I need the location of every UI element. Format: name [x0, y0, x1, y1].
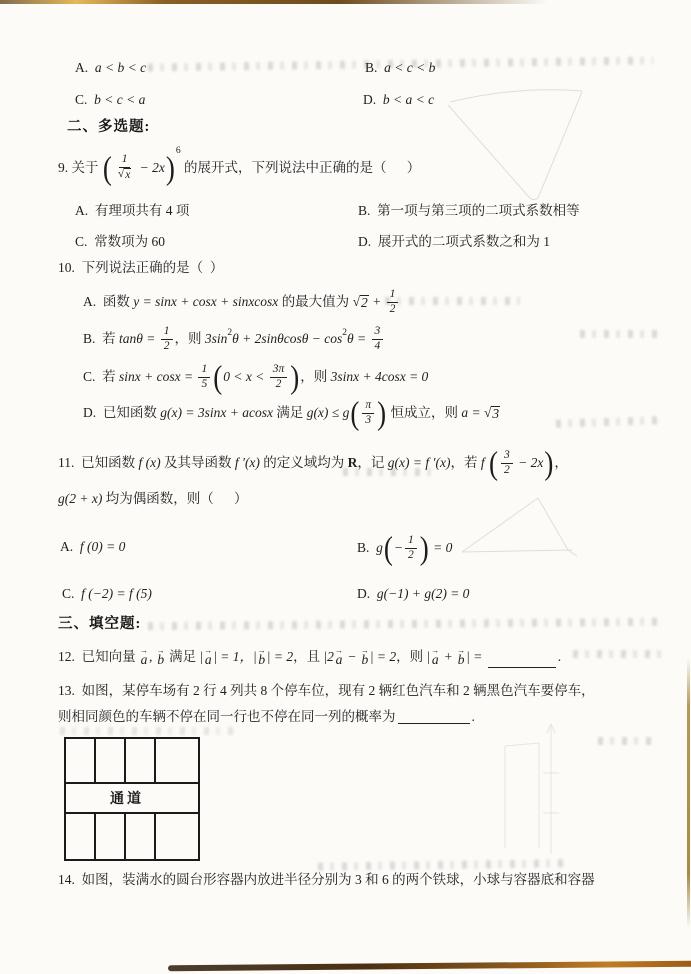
bleed-through-smudge: [385, 297, 520, 305]
question-9-option-a: A. 有理项共有 4 项: [75, 203, 190, 219]
question-11-option-d: D. g(−1) + g(2) = 0: [357, 586, 470, 602]
question-11-option-a: A. f (0) = 0: [60, 539, 126, 555]
question-9-option-d: D. 展开式的二项式系数之和为 1: [358, 234, 550, 250]
bleed-through-smudge: [556, 416, 658, 428]
question-8-option-d: D. b < a < c: [363, 92, 435, 108]
scan-top-edge: [0, 0, 548, 4]
question-12-stem: 12. 已知向量 → a , → b 满足 | → a | = 1，| → b | = 2 ，且 |2 → a − → b | = 2 ，则 | → a + → b | = .: [58, 645, 562, 667]
bleed-through-smudge: [580, 330, 660, 338]
ghost-funnel-figure: [440, 78, 600, 213]
question-10-option-b: B. 若 tanθ = $\frac{1}{2}$ ，则 3sin 2 θ + 2sinθcosθ − cos 2 θ = $\frac{3}{4}$: [83, 321, 385, 357]
question-11-option-c: C. f (−2) = f (5): [62, 586, 152, 602]
bleed-through-smudge: [573, 650, 661, 658]
parking-cell: [96, 814, 126, 859]
parking-row-bottom: [66, 814, 198, 859]
scan-right-edge: [687, 658, 690, 928]
parking-aisle: [66, 784, 198, 814]
aisle-label: 通道: [110, 792, 144, 807]
parking-row-top: [66, 739, 198, 784]
question-10-stem: 10. 下列说法正确的是（ ）: [58, 260, 224, 276]
parking-lot-figure: [64, 737, 200, 861]
question-8-option-c: C. b < c < a: [75, 92, 146, 108]
question-11-option-b: B. g ( − $\frac{1}{2}$ ) = 0: [357, 529, 453, 566]
bleed-through-smudge: [60, 727, 240, 735]
parking-cell: [96, 739, 126, 782]
question-14-stem: 14. 如图，装满水的圆台形容器内放进半径分别为 3 和 6 的两个铁球，小球与容器底和容器: [58, 872, 595, 888]
question-9-stem: 9. 关于 ( 1 √ x − 2x ) 6 的展开式，下列说法中正确的是（ ）: [58, 146, 421, 186]
question-9-option-b: B. 第一项与第三项的二项式系数相等: [358, 203, 580, 219]
section-header-fill-in-blank: 三、填空题:: [58, 615, 142, 632]
parking-cell: [66, 814, 96, 859]
question-9-option-c: C. 常数项为 60: [75, 234, 166, 250]
bleed-through-smudge: [148, 618, 660, 630]
section-header-multiple-choice: 二、多选题:: [67, 118, 151, 135]
question-10-option-d: D. 已知函数 g(x) = 3sinx + acosx 满足 g(x) ≤ g ( $\frac{\pi}{3}$ ) 恒成立，则 a = √ 3: [83, 394, 500, 431]
bleed-through-smudge: [318, 859, 563, 870]
parking-cell: [66, 739, 96, 782]
bleed-through-smudge: [598, 737, 653, 745]
scan-bottom-edge: [168, 961, 691, 972]
ghost-triangle-figure: [450, 490, 580, 565]
parking-cell: [156, 739, 198, 782]
parking-cell: [156, 814, 198, 859]
question-11-stem-line2: g(2 + x) 均为偶函数，则（ ）: [58, 491, 248, 507]
question-13-stem-line1: 13. 如图，某停车场有 2 行 4 列共 8 个停车位，现有 2 辆红色汽车和 2 辆黑色汽车要停车，: [58, 683, 595, 699]
ghost-axes-figure: [493, 718, 573, 860]
question-10-option-c: C. 若 sinx + cosx = $\frac{1}{5}$ ( 0 < x < $\frac{3\pi}{2}$ ) ，则 3sinx + 4cosx = 0: [83, 358, 429, 395]
parking-cell: [126, 814, 156, 859]
question-13-stem-line2: 则相同颜色的车辆不停在同一行也不停在同一列的概率为 .: [58, 709, 475, 725]
question-11-stem-line1: 11. 已知函数 f (x) 及其导函数 f ′(x) 的定义域均为 R ，记 g(x) = f ′(x) ，若 f ( $\frac{3}{2}$ − 2x ) ，: [58, 444, 568, 481]
parking-cell: [126, 739, 156, 782]
question-8-option-a: A. a < b < c: [75, 60, 147, 76]
question-8-option-b: B. a < c < b: [365, 60, 436, 76]
question-10-option-a: A. 函数 y = sinx + cosx + sinxcosx 的最大值为 √ 2 + $\frac{1}{2}$: [83, 285, 400, 319]
